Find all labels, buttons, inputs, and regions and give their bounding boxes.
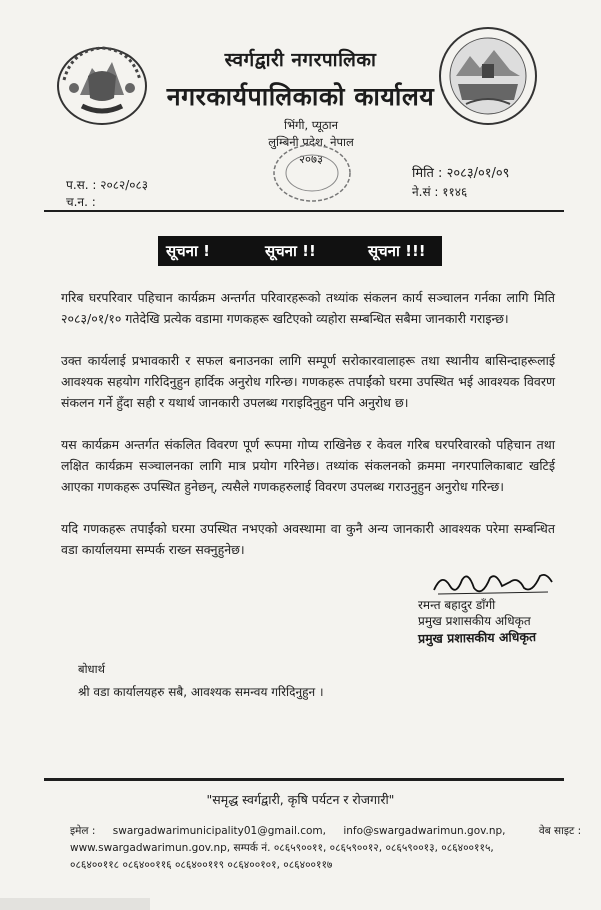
nepal-sambat-year: ने.सं : ११४६ [412,185,468,199]
notice-word-3: सूचना !!! [368,242,426,260]
signatory-title: प्रमुख प्रशासकीय अधिकृत [418,614,531,628]
footer-motto: "समृद्ध स्वर्गद्वारी, कृषि पर्यटन र रोजगारी" [206,792,395,807]
office-stamp-icon [270,140,354,206]
scan-edge [0,898,150,910]
header-divider [44,210,564,212]
address-line-2: लुम्बिनी प्रदेश, नेपाल [268,135,354,149]
phone-numbers-1: ०८६५९००११, ०८६५९००१२, ०८६५९००१३, ०८६४००११५, [273,842,494,854]
cc-label: बोधार्थ [78,662,105,676]
body-paragraph-1: गरिब घरपरिवार पहिचान कार्यक्रम अन्तर्गत परिवारहरूको तथ्यांक संकलन कार्य सञ्चालन गर्नका लागि मिति २०८३/०१/१० गतेदेखि प्रत्येक वडामा गणकहरू खटिएको व्यहोरा सम्बन्धित सबैमा जानकारी गराइन्छ। [61,290,555,326]
cc-recipients: श्री वडा कार्यालयहरु सबै, आवश्यक समन्वय गरिदिनुहुन । [78,685,324,699]
contact-line-3 [70,858,332,872]
letter-number: प.स. : २०८२/०८३ [66,178,148,192]
address-line-1: भिंगी, प्यूठान [283,118,338,132]
contact-line-1: इमेल : swargadwarimunicipality01@gmail.com, info@swargadwarimun.gov.np, वेब साइट : [70,825,582,837]
notice-word-2: सूचना !! [265,242,316,260]
issue-date: मिति : २०८३/०१/०९ [412,166,510,181]
dispatch-number: च.न. : [66,195,96,209]
office-name: नगरकार्यपालिकाको कार्यालय [166,82,435,111]
website-link[interactable]: www.swargadwarimun.gov.np, [70,842,231,854]
notice-banner [158,236,442,266]
phone-numbers-2: ०८६४००११८ ०८६४००११६ ०८६४००११९ ०८६४००१०१, ०८६४००११७ [70,859,333,871]
address-line-3: २०७३ [299,152,323,166]
municipality-name: स्वर्गद्वारी नगरपालिका [224,49,377,71]
signatory-stamp: प्रमुख प्रशासकीय अधिकृत [417,628,537,647]
body-paragraph-4: यदि गणकहरू तपाईंको घरमा उपस्थित नभएको अवस्थामा वा कुनै अन्य जानकारी आवश्यक परेमा सम्बन्धित वडा कार्यालयमा सम्पर्क राख्न सक्नुहुनेछ। [61,521,555,557]
signatory-name: रमन्त बहादुर डाँगी [418,598,496,612]
body-paragraph-3: यस कार्यक्रम अन्तर्गत संकलित विवरण पूर्ण रूपमा गोप्य राखिनेछ र केवल गरिब घरपरिवारको पहिचान तथा लक्षित कार्यक्रम सञ्चालनका लागि मात्र प्रयोग गरिनेछ। तथ्यांक संकलनको क्रममा नगरपालिकाबाट खटिई आएका गणकहरू उपस्थित हुनेछन्, त्यसैले गणकहरुलाई विवरण उपलब्ध गराउनुहुन अनुरोध गरिन्छ। [61,437,555,494]
body-paragraph-2: उक्त कार्यलाई प्रभावकारी र सफल बनाउनका लागि सम्पूर्ण सरोकारवालाहरू तथा स्थानीय बासिन्दाहरूलाई आवश्यक सहयोग गरिदिनुहुन हार्दिक अनुरोध गरिन्छ। गणकहरू तपाईंको घरमा उपस्थित भई आवश्यक विवरण संकलन गर्ने हुँदा सही र यथार्थ जानकारी उपलब्ध गराइदिनुहुन पनि अनुरोध छ। [61,353,555,410]
notice-word-1: सूचना ! [166,242,210,260]
email-link-2[interactable]: info@swargadwarimun.gov.np, [343,825,506,837]
footer-divider [44,778,564,781]
email-link-1[interactable]: swargadwarimunicipality01@gmail.com, [112,825,326,837]
contact-line-2: www.swargadwarimun.gov.np, सम्पर्क नं. ०८६५९००११, ०८६५९००१२, ०८६५९००१३, ०८६४००११५, [70,842,494,854]
